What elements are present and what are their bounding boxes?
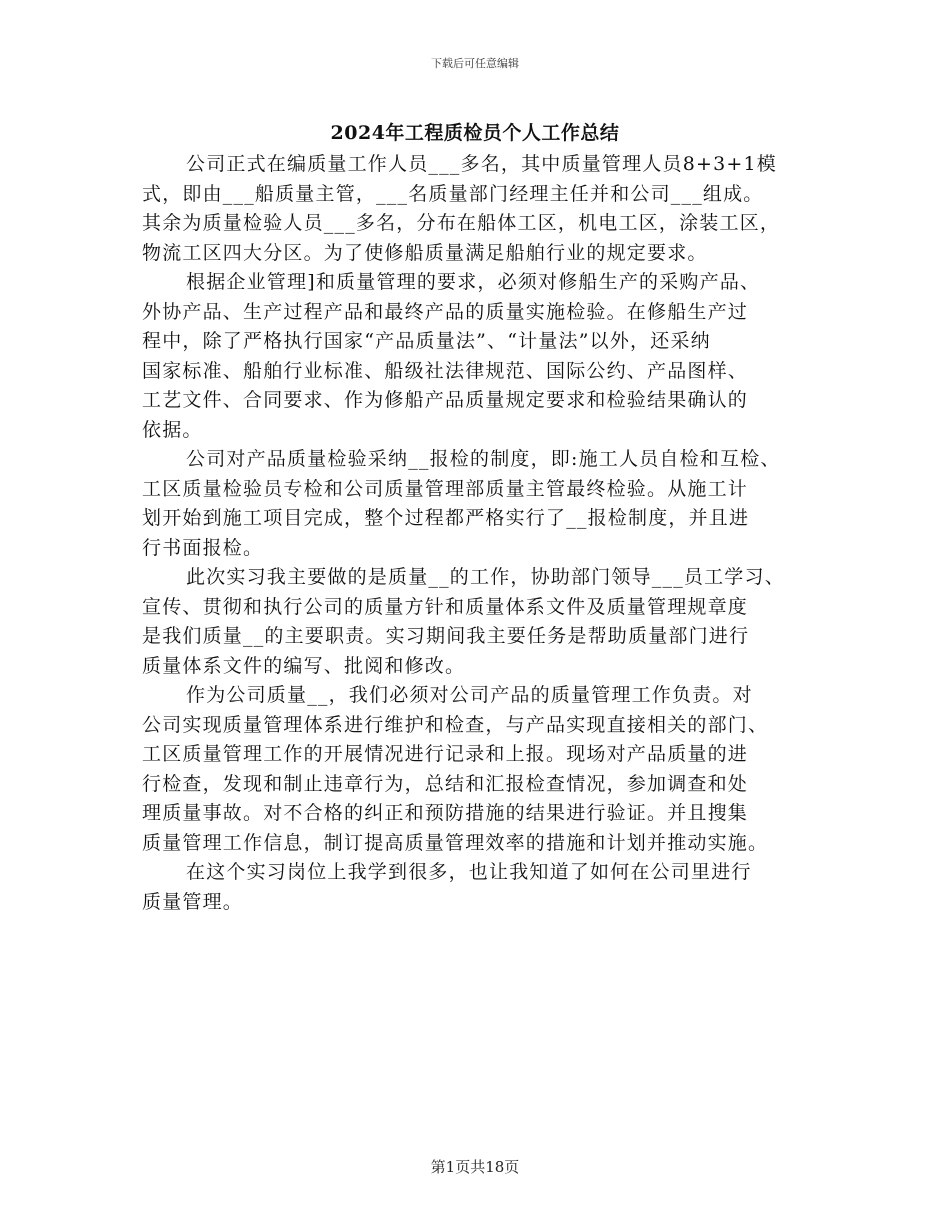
paragraph-line: 工艺文件、合同要求、作为修船产品质量规定要求和检验结果确认的 — [142, 389, 749, 411]
paragraph-line: 理质量事故。对不合格的纠正和预防措施的结果进行验证。并且搜集 — [142, 802, 749, 824]
paragraph-line: 宣传、贯彻和执行公司的质量方针和质量体系文件及质量管理规章度 — [142, 595, 749, 618]
paragraph — [142, 150, 822, 268]
paragraph-line: 在这个实习岗位上我学到很多，也让我知道了如何在公司里进行 — [186, 861, 752, 883]
paragraph-line: 质量体系文件的编写、批阅和修改。 — [142, 654, 466, 677]
paragraph-line: 外协产品、生产过程产品和最终产品的质量实施检验。在修船生产过 — [142, 300, 749, 323]
page-footer: 第1页共18页 — [430, 1158, 520, 1176]
paragraph-line: 国家标准、船舶行业标准、船级社法律规范、国际公约、产品图样、 — [142, 359, 749, 382]
paragraph-line: 根据企业管理]和质量管理的要求，必须对修船生产的采购产品、 — [186, 271, 761, 293]
header-note: 下载后可任意编辑 — [431, 57, 519, 70]
paragraph-line: 行检查，发现和制止违章行为，总结和汇报检查情况，参加调查和处 — [142, 772, 749, 795]
paragraph-line: 作为公司质量__，我们必须对公司产品的质量管理工作负责。对 — [186, 684, 753, 706]
paragraph — [142, 563, 822, 681]
paragraph-line: 行书面报检。 — [142, 536, 264, 559]
paragraph-line: 程中，除了严格执行国家“产品质量法”、“计量法”以外，还采纳 — [142, 330, 711, 352]
paragraph-line: 式，即由___船质量主管，___名质量部门经理主任并和公司___组成。 — [142, 182, 764, 205]
paragraph-line: 划开始到施工项目完成，整个过程都严格实行了__报检制度，并且进 — [142, 507, 750, 529]
paragraph — [142, 445, 822, 563]
document-body — [142, 150, 822, 917]
paragraph-line: 工区质量管理工作的开展情况进行记录和上报。现场对产品质量的进 — [142, 743, 749, 765]
paragraph-line: 是我们质量__的主要职责。实习期间我主要任务是帮助质量部门进行 — [142, 625, 750, 647]
paragraph-line: 工区质量检验员专检和公司质量管理部质量主管最终检验。从施工计 — [142, 477, 749, 500]
paragraph-line: 公司正式在编质量工作人员___多名，其中质量管理人员8+3+1模 — [186, 153, 778, 175]
paragraph — [142, 268, 822, 445]
paragraph-line: 公司对产品质量检验采纳__报检的制度，即:施工人员自检和互检、 — [186, 448, 781, 470]
paragraph-line: 物流工区四大分区。为了使修船质量满足船舶行业的规定要求。 — [142, 241, 708, 264]
paragraph — [142, 858, 822, 917]
document-title: 2024年工程质检员个人工作总结 — [330, 122, 620, 144]
paragraph-line: 依据。 — [142, 418, 203, 441]
paragraph-line: 其余为质量检验人员___多名，分布在船体工区，机电工区，涂装工区， — [142, 212, 781, 234]
paragraph-line: 质量管理。 — [142, 890, 244, 913]
paragraph-line: 此次实习我主要做的是质量__的工作，协助部门领导___员工学习、 — [186, 566, 785, 588]
paragraph-line: 质量管理工作信息，制订提高质量管理效率的措施和计划并推动实施。 — [142, 831, 769, 854]
paragraph — [142, 681, 822, 858]
paragraph-line: 公司实现质量管理体系进行维护和检查，与产品实现直接相关的部门、 — [142, 713, 769, 736]
